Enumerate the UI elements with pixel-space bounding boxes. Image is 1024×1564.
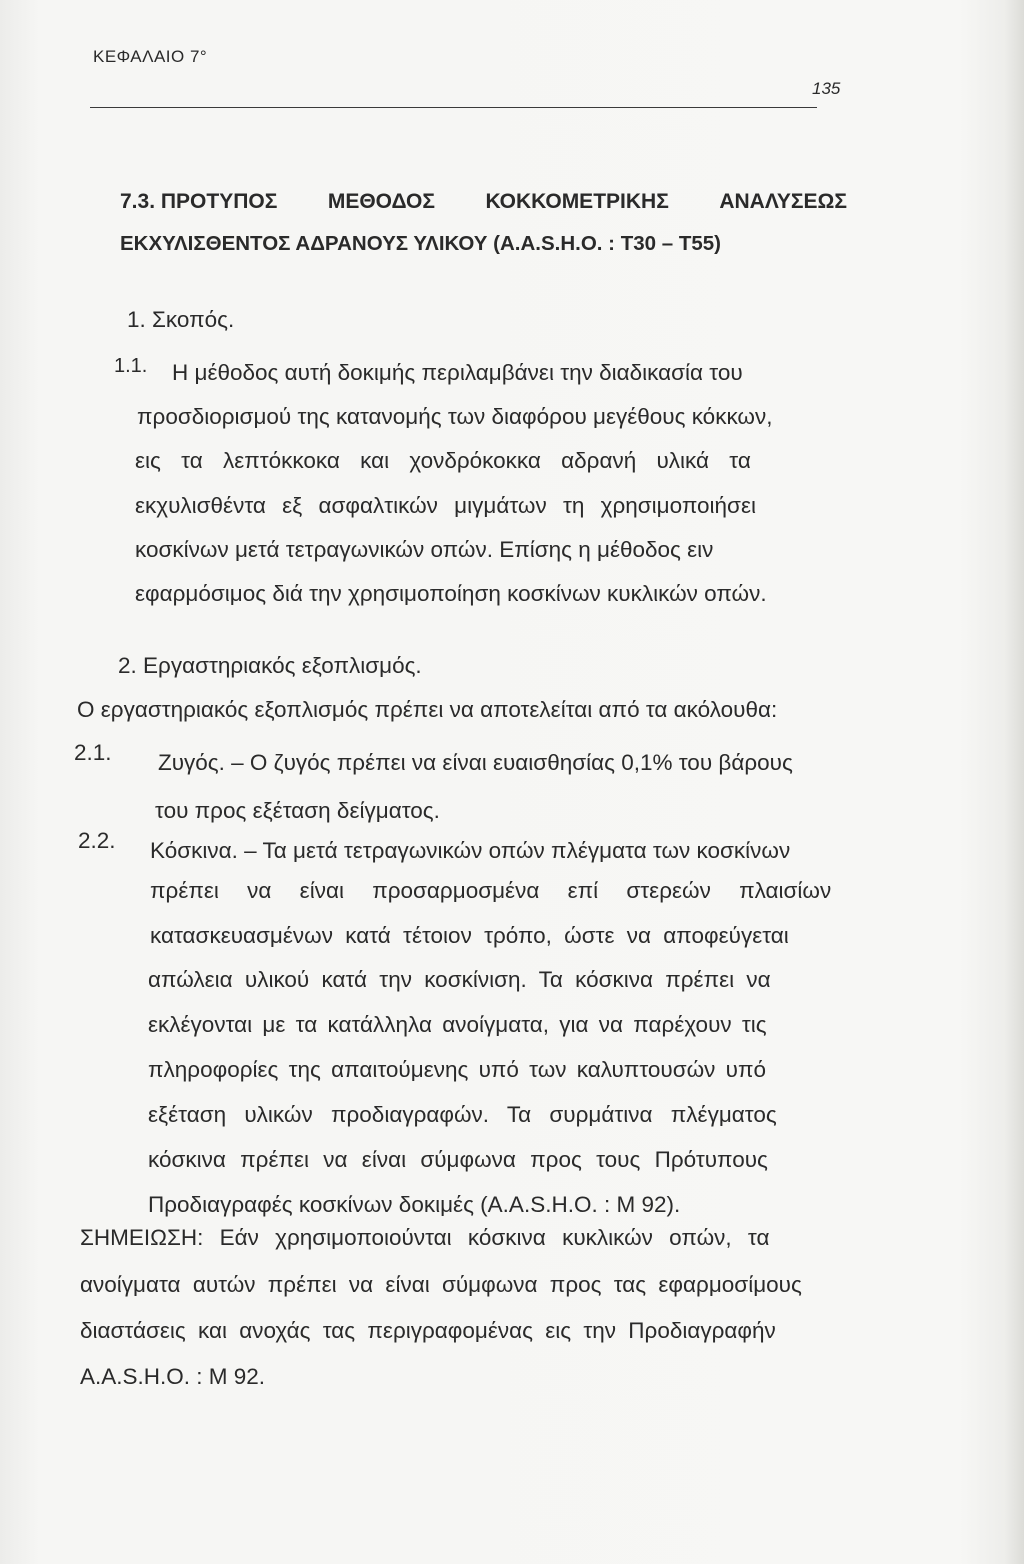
note-line: A.A.S.H.O. : M 92.	[80, 1364, 266, 1389]
item-number: 2.1.	[74, 740, 112, 765]
chapter-header: ΚΕΦΑΛΑΙΟ 7°	[93, 47, 208, 66]
title-word: ΚΟΚΚΟΜΕΤΡΙΚΗΣ	[485, 190, 669, 213]
paragraph-line: Κόσκινα. – Τα μετά τετραγωνικών οπών πλέγματα των κοσκίνων	[150, 838, 791, 863]
paragraph-line: κόσκινα πρέπει να είναι σύμφωνα προς τους Πρότυπους	[148, 1147, 768, 1172]
paragraph-line: εκλέγονται με τα κατάλληλα ανοίγματα, για να παρέχουν τις	[148, 1012, 767, 1037]
subsection-heading-equipment: 2. Εργαστηριακός εξοπλισμός.	[118, 653, 422, 678]
paragraph-line: εις τα λεπτόκκοκα και χονδρόκοκκα αδρανή υλικά τα	[135, 448, 751, 473]
paragraph-line: πληροφορίες της απαιτούμενης υπό των καλυπτουσών υπό	[148, 1057, 767, 1082]
note-line: ανοίγματα αυτών πρέπει να είναι σύμφωνα προς τας εφαρμοσίμους	[80, 1272, 802, 1297]
item-number: 2.2.	[78, 828, 116, 853]
page-number: 135	[812, 79, 841, 98]
paragraph-line: απώλεια υλικού κατά την κοσκίνιση. Τα κόσκινα πρέπει να	[148, 967, 771, 992]
note-line: διαστάσεις και ανοχάς τας περιγραφομένας εις την Προδιαγραφήν	[80, 1318, 776, 1343]
paragraph-line: Ο εργαστηριακός εξοπλισμός πρέπει να αποτελείται από τα ακόλουθα:	[77, 697, 778, 722]
paragraph-line: κοσκίνων μετά τετραγωνικών οπών. Επίσης η μέθοδος ειν	[135, 537, 714, 562]
item-number: 1.1.	[114, 355, 148, 377]
paragraph-line: πρέπει να είναι προσαρμοσμένα επί στερεών πλαισίων	[150, 878, 832, 903]
header-rule	[90, 107, 817, 108]
paragraph-line: κατασκευασμένων κατά τέτοιον τρόπο, ώστε να αποφεύγεται	[150, 923, 789, 948]
paragraph-line: Ζυγός. – Ο ζυγός πρέπει να είναι ευαισθησίας 0,1% του βάρους	[158, 750, 793, 775]
note-line: ΣΗΜΕΙΩΣΗ: Εάν χρησιμοποιούνται κόσκινα κυκλικών οπών, τα	[80, 1225, 770, 1250]
paragraph-line: εξέταση υλικών προδιαγραφών. Τα συρμάτινα πλέγματος	[148, 1102, 777, 1127]
paragraph-line: προσδιορισμού της κατανομής των διαφόρου μεγέθους κόκκων,	[137, 404, 773, 429]
page-edge-shadow	[1004, 0, 1024, 1564]
paragraph-line: Προδιαγραφές κοσκίνων δοκιμές (A.A.S.H.O. : M 92).	[148, 1192, 681, 1217]
paragraph-line: Η μέθοδος αυτή δοκιμής περιλαμβάνει την διαδικασία του	[172, 360, 743, 385]
paragraph-line: εκχυλισθέντα εξ ασφαλτικών μιγμάτων τη χρησιμοποιήσει	[135, 493, 756, 518]
title-word: ΑΝΑΛΥΣΕΩΣ	[719, 190, 847, 213]
title-word: ΜΕΘΟΔΟΣ	[327, 190, 435, 213]
section-title-line-2: ΕΚΧΥΛΙΣΘΕΝΤΟΣ ΑΔΡΑΝΟΥΣ ΥΛΙΚΟΥ (A.A.S.H.O. : T30 – T55)	[120, 232, 721, 255]
subsection-heading-scope: 1. Σκοπός.	[127, 307, 235, 332]
paragraph-line: εφαρμόσιμος διά την χρησιμοποίηση κοσκίνων κυκλικών οπών.	[135, 581, 767, 606]
section-title-line-1	[120, 190, 847, 214]
paragraph-line: του προς εξέταση δείγματος.	[155, 798, 440, 823]
title-word: 7.3. ΠΡΟΤΥΠΟΣ	[120, 190, 278, 213]
